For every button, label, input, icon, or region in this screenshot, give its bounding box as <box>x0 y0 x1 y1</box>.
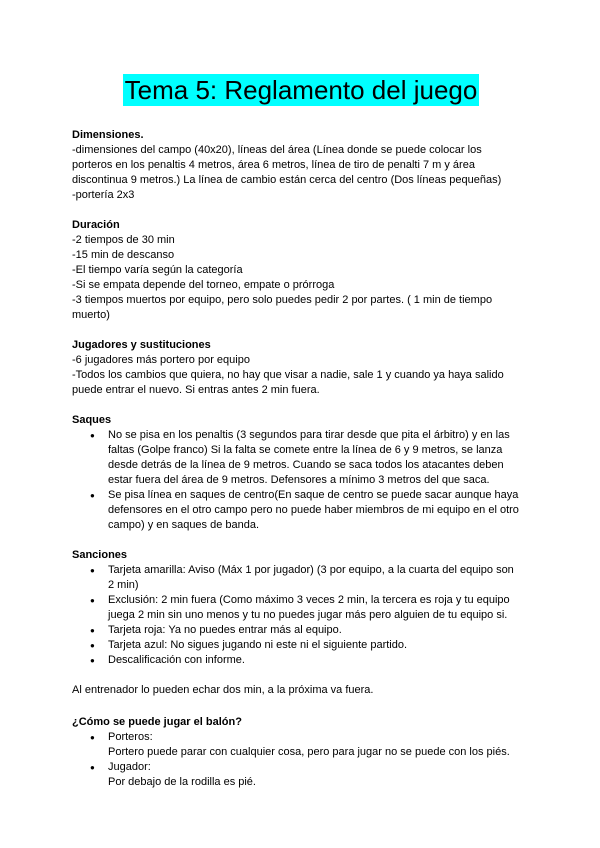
bullet-label: ● Jugador: <box>108 761 151 773</box>
bullet-list <box>72 730 530 790</box>
bullet-line: ● Tarjeta amarilla: Aviso (Máx 1 por jugador) (3 por equipo, a la cuarta del equipo son <box>108 564 514 576</box>
bullet-item <box>72 488 530 533</box>
bullet-line: campo) y en saques de banda. <box>108 519 260 531</box>
bullet-line: defensores en el otro campo pero no puede haber miembros de mi equipo en el otro <box>108 504 519 516</box>
bullet-item <box>72 623 530 638</box>
bullet-item <box>72 428 530 488</box>
bullet-line: ● Tarjeta roja: Ya no puedes entrar más al equipo. <box>108 624 342 636</box>
bullet-line: ● Tarjeta azul: No sigues jugando ni este ni el siguiente partido. <box>108 639 408 651</box>
bullet-line: desde detrás de la línea de 9 metros. Cuando se saca todos los atacantes deben <box>108 459 504 471</box>
section-heading: Sanciones <box>72 549 128 561</box>
bullet-list <box>72 563 530 668</box>
section-heading: Dimensiones. <box>72 129 144 141</box>
section-balon <box>72 715 530 790</box>
bullet-line: estar fuera del área de 9 metros. Defensores a mínimo 3 metros del que saca. <box>108 474 490 486</box>
bullet-line: ● Descalificación con informe. <box>108 654 245 666</box>
title-wrap <box>72 0 530 106</box>
bullet-list <box>72 428 530 533</box>
text-line: -dimensiones del campo (40x20), líneas del área (Línea donde se puede colocar los <box>72 144 482 156</box>
section-heading: ¿Cómo se puede jugar el balón? <box>72 716 242 728</box>
text-line: porteros en los penaltis 4 metros, área 6 metros, línea de tiro de penalti 7 m y área <box>72 159 475 171</box>
text-line: -El tiempo varía según la categoría <box>72 264 243 276</box>
text-line: -2 tiempos de 30 min <box>72 234 175 246</box>
section-heading: Jugadores y sustituciones <box>72 339 211 351</box>
bullet-item <box>72 653 530 668</box>
bullet-item <box>72 638 530 653</box>
text-line: puede entrar el nuevo. Si entras antes 2 min fuera. <box>72 384 320 396</box>
entrenador-note: Al entrenador lo pueden echar dos min, a la próxima va fuera. <box>72 684 374 696</box>
bullet-line: ● Exclusión: 2 min fuera (Como máximo 3 veces 2 min, la tercera es roja y tu equipo <box>108 594 510 606</box>
section-heading: Saques <box>72 414 112 426</box>
bullet-item <box>72 760 530 790</box>
bullet-subtext: Portero puede parar con cualquier cosa, pero para jugar no se puede con los piés. <box>108 746 510 758</box>
bullet-item <box>72 730 530 760</box>
text-line: -3 tiempos muertos por equipo, pero solo puedes pedir 2 por partes. ( 1 min de tiempo <box>72 294 493 306</box>
bullet-line: ● Se pisa línea en saques de centro(En saque de centro se puede sacar aunque haya <box>108 489 519 501</box>
section-jugadores <box>72 338 530 398</box>
section-dimensiones <box>72 128 530 203</box>
text-line: -Si se empata depende del torneo, empate o prórroga <box>72 279 335 291</box>
bullet-item <box>72 593 530 623</box>
bullet-line: 2 min) <box>108 579 139 591</box>
bullet-line: faltas (Golpe franco) Si la falta se comete entre la línea de 6 y 9 metros, se lanza <box>108 444 503 456</box>
bullet-subtext: Por debajo de la rodilla es pié. <box>108 776 256 788</box>
text-line: muerto) <box>72 309 110 321</box>
text-line: -Todos los cambios que quiera, no hay que visar a nadie, sale 1 y cuando ya haya salido <box>72 369 504 381</box>
text-line: -6 jugadores más portero por equipo <box>72 354 250 366</box>
text-line: -portería 2x3 <box>72 189 135 201</box>
bullet-label: ● Porteros: <box>108 731 153 743</box>
bullet-line: juega 2 min sin uno menos y tu no puedes jugar más pero alguien de tu equipo si. <box>108 609 508 621</box>
section-sanciones <box>72 548 530 668</box>
text-line: discontinua 9 metros.) La línea de cambio están cerca del centro (Dos líneas pequeñas) <box>72 174 502 186</box>
bullet-item <box>72 563 530 593</box>
section-duracion <box>72 218 530 323</box>
section-saques <box>72 413 530 533</box>
section-heading: Duración <box>72 219 120 231</box>
page-title: Tema 5: Reglamento del juego <box>124 75 478 105</box>
text-line: -15 min de descanso <box>72 249 175 261</box>
bullet-line: ● No se pisa en los penaltis (3 segundos para tirar desde que pita el árbitro) y en las <box>108 429 510 441</box>
